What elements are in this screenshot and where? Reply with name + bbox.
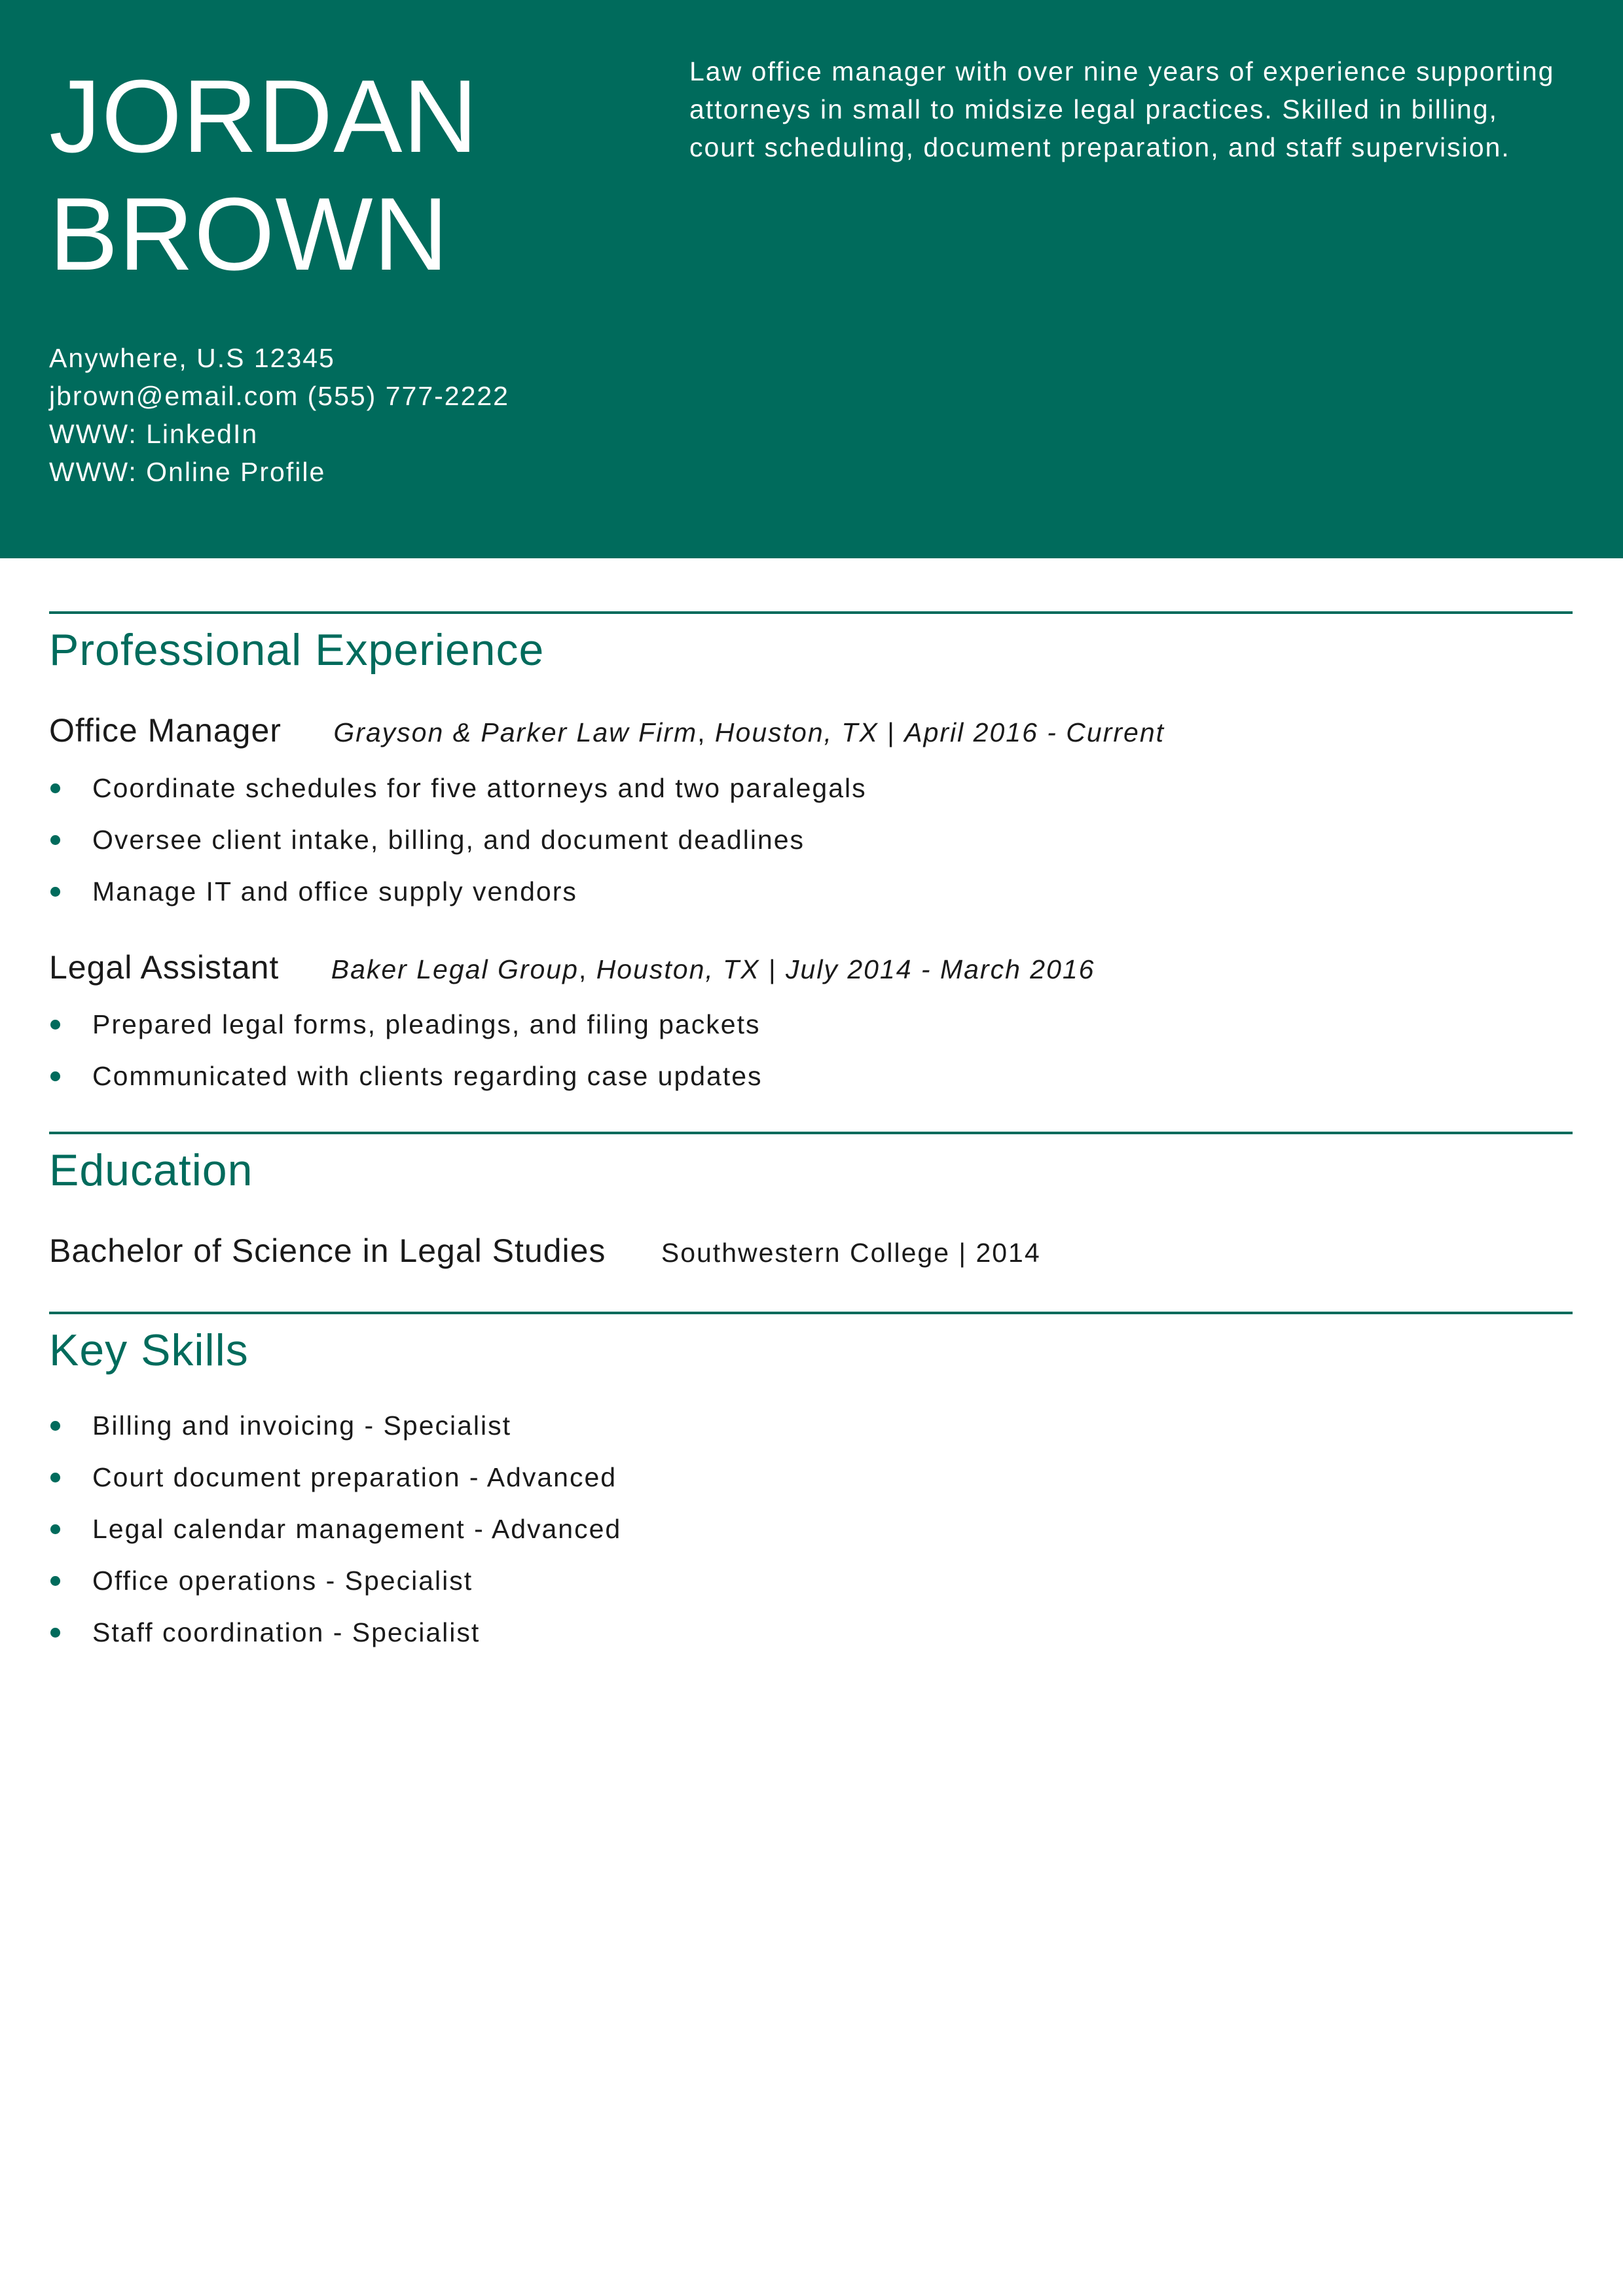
job-bullets (49, 1006, 763, 1109)
job-header (49, 712, 1165, 751)
name-last: BROWN (49, 177, 449, 292)
education-section-title: Education (49, 1145, 253, 1195)
candidate-name (49, 58, 479, 293)
list-item: Billing and invoicing - Specialist (49, 1407, 621, 1459)
contact-email-phone: jbrown@email.com (555) 777-2222 (49, 381, 509, 411)
bullet-icon (50, 835, 60, 845)
bullet-icon (50, 1628, 60, 1638)
name-first: JORDAN (49, 59, 479, 174)
bullet-icon (50, 1524, 60, 1534)
section-divider (49, 611, 1573, 614)
job-title: Legal Assistant (49, 949, 280, 986)
job-meta: Baker Legal Group, Houston, TX | July 2014 - March 2016 (331, 954, 1095, 984)
skills-section-title: Key Skills (49, 1325, 249, 1375)
list-item: Manage IT and office supply vendors (49, 873, 867, 925)
profile-summary: Law office manager with over nine years of experience supporting attorneys in small to midsize legal practices. Skilled in billing, court scheduling, document preparation, and staff supervision. (689, 56, 1555, 162)
job-company: Baker Legal Group (331, 954, 579, 984)
list-item: Oversee client intake, billing, and document deadlines (49, 821, 867, 873)
list-item: Communicated with clients regarding case updates (49, 1058, 763, 1109)
contact-address: Anywhere, U.S 12345 (49, 343, 335, 373)
job-dates: July 2014 - March 2016 (786, 954, 1095, 984)
section-divider (49, 1312, 1573, 1314)
job-bullets (49, 770, 867, 925)
bullet-icon (50, 887, 60, 897)
list-item: Prepared legal forms, pleadings, and filing packets (49, 1006, 763, 1058)
job-dates: April 2016 - Current (904, 717, 1165, 747)
bullet-icon (50, 783, 60, 793)
section-divider (49, 1132, 1573, 1134)
job-header (49, 949, 1095, 988)
bullet-icon (50, 1576, 60, 1586)
contact-linkedin-link[interactable]: WWW: LinkedIn (49, 419, 259, 449)
job-meta: Grayson & Parker Law Firm, Houston, TX | April 2016 - Current (333, 717, 1165, 747)
job-location: Houston, TX (714, 717, 879, 747)
bullet-icon (50, 1473, 60, 1482)
contact-block (49, 339, 509, 491)
bullet-icon (50, 1020, 60, 1030)
contact-profile-link[interactable]: WWW: Online Profile (49, 457, 326, 487)
list-item: Office operations - Specialist (49, 1562, 621, 1614)
education-degree: Bachelor of Science in Legal Studies (49, 1232, 606, 1269)
list-item: Legal calendar management - Advanced (49, 1511, 621, 1562)
education-school-year: Southwestern College | 2014 (661, 1238, 1041, 1268)
list-item: Coordinate schedules for five attorneys and two paralegals (49, 770, 867, 821)
skills-list (49, 1407, 621, 1666)
list-item: Court document preparation - Advanced (49, 1459, 621, 1511)
experience-section-title: Professional Experience (49, 625, 545, 675)
header-banner (0, 0, 1623, 558)
job-company: Grayson & Parker Law Firm (333, 717, 698, 747)
bullet-icon (50, 1071, 60, 1081)
job-location: Houston, TX (596, 954, 760, 984)
list-item: Staff coordination - Specialist (49, 1614, 621, 1666)
education-year: 2014 (976, 1238, 1041, 1268)
education-entry (49, 1231, 1041, 1270)
bullet-icon (50, 1421, 60, 1431)
job-title: Office Manager (49, 712, 282, 749)
education-school: Southwestern College (661, 1238, 950, 1268)
